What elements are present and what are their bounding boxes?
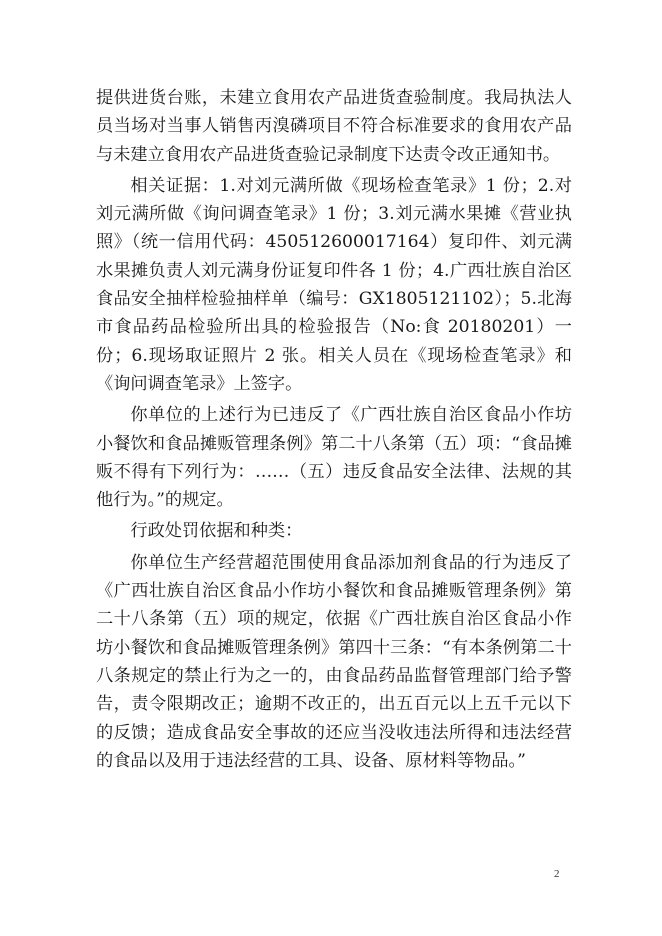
paragraph-violation: 你单位的上述行为已违反了《广西壮族自治区食品小作坊小餐饮和食品摊贩管理条例》第二十八条第（五）项：“食品摊贩不得有下列行为：……（五）违反食品安全法律、法规的其他行为。”的规定。 bbox=[96, 405, 572, 511]
page-number: 2 bbox=[554, 868, 560, 880]
paragraph-penalty-heading: 行政处罚依据和种类： bbox=[130, 521, 303, 542]
paragraph-penalty-basis: 你单位生产经营超范围使用食品添加剂食品的行为违反了《广西壮族自治区食品小作坊小餐饮和食品摊贩管理条例》第二十八条第（五）项的规定，依据《广西壮族自治区食品小作坊小餐饮和食品摊贩管理条例》第四十三条：“有本条例第二十八条规定的禁止行为之一的，由食品药品监督管理部门给予警告，责令限期改正；逾期不改正的，出五百元以上五千元以下的反馈；造成食品安全事故的还应当没收违法所得和违法经营的食品以及用于违法经营的工具、设备、原材料等物品。” bbox=[96, 552, 572, 771]
paragraph-evidence: 相关证据：1.对刘元满所做《现场检查笔录》1 份；2.对刘元满所做《询问调查笔录》1 份；3.刘元满水果摊《营业执照》（统一信用代码：450512600017164）复印件、刘元满水果摊负责人刘元满身份证复印件各 1 份；4.广西壮族自治区食品安全抽样检验抽样单（编号：GX1805121102）；5.北海市食品药品检验所出具的检验报告（No:食 20180201）一份；6.现场取证照片 2 张。相关人员在《现场检查笔录》和《询问调查笔录》上签字。 bbox=[96, 175, 572, 394]
document-body bbox=[96, 84, 572, 778]
paragraph-inspection-findings: 提供进货台账，未建立食用农产品进货查验制度。我局执法人员当场对当事人销售丙溴磷项目不符合标准要求的食用农产品与未建立食用农产品进货查验记录制度下达责令改正通知书。 bbox=[96, 88, 572, 165]
